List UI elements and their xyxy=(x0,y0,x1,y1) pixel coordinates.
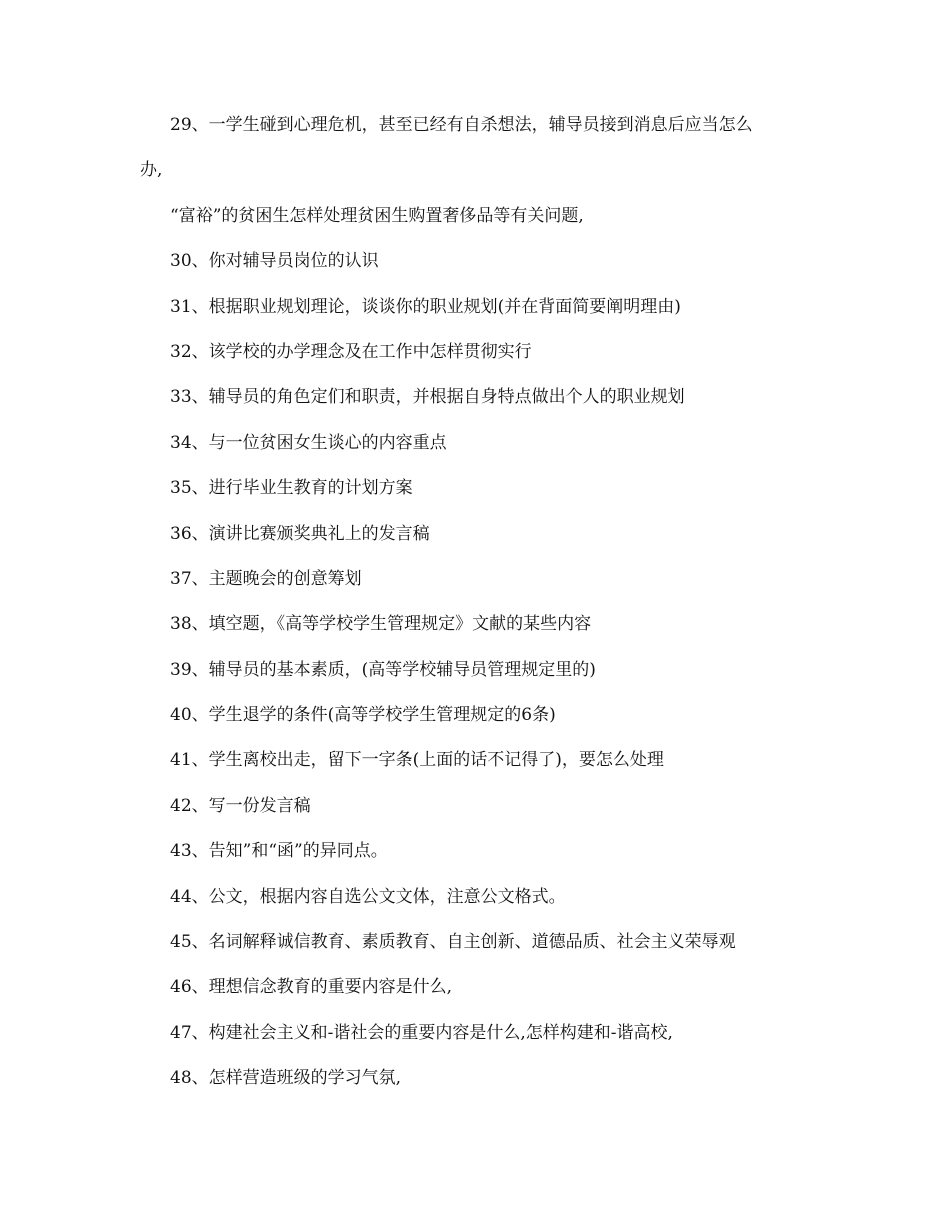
question-line: 46、理想信念教育的重要内容是什么, xyxy=(170,977,453,998)
question-line: 36、演讲比赛颁奖典礼上的发言稿 xyxy=(170,523,430,544)
question-line: 31、根据职业规划理论，谈谈你的职业规划(并在背面简要阐明理由) xyxy=(170,296,681,317)
question-line: 34、与一位贫困女生谈心的内容重点 xyxy=(170,432,447,453)
question-line: 40、学生退学的条件(高等学校学生管理规定的6条) xyxy=(170,705,556,726)
question-line: “富裕”的贫困生怎样处理贫困生购置奢侈品等有关问题, xyxy=(170,205,584,226)
question-line: 39、辅导员的基本素质，(高等学校辅导员管理规定里的) xyxy=(170,659,596,680)
question-line: 38、填空题，《高等学校学生管理规定》文献的某些内容 xyxy=(170,614,592,635)
document-body xyxy=(140,110,820,1109)
question-line: 32、该学校的办学理念及在工作中怎样贯彻实行 xyxy=(170,341,532,362)
question-line: 42、写一份发言稿 xyxy=(170,795,311,816)
question-line: 45、名词解释诚信教育、素质教育、自主创新、道德品质、社会主义荣辱观 xyxy=(170,932,736,953)
text-line-continuation: 办, xyxy=(140,160,163,181)
question-line: 47、构建社会主义和-谐社会的重要内容是什么,怎样构建和-谐高校, xyxy=(170,1022,673,1043)
question-line: 33、辅导员的角色定们和职责，并根据自身特点做出个人的职业规划 xyxy=(170,387,685,408)
question-line: 37、主题晚会的创意筹划 xyxy=(170,568,362,589)
question-line: 30、你对辅导员岗位的认识 xyxy=(170,251,379,272)
question-line: 41、学生离校出走，留下一字条(上面的话不记得了)，要怎么处理 xyxy=(170,750,664,771)
question-line: 43、告知”和“函”的异同点。 xyxy=(170,841,388,862)
question-line: 29、一学生碰到心理危机，甚至已经有自杀想法，辅导员接到消息后应当怎么 xyxy=(170,115,753,135)
question-line: 44、公文，根据内容自选公文文体，注意公文格式。 xyxy=(170,886,566,907)
question-line: 48、怎样营造班级的学习气氛, xyxy=(170,1068,402,1089)
question-line: 35、进行毕业生教育的计划方案 xyxy=(170,478,413,499)
